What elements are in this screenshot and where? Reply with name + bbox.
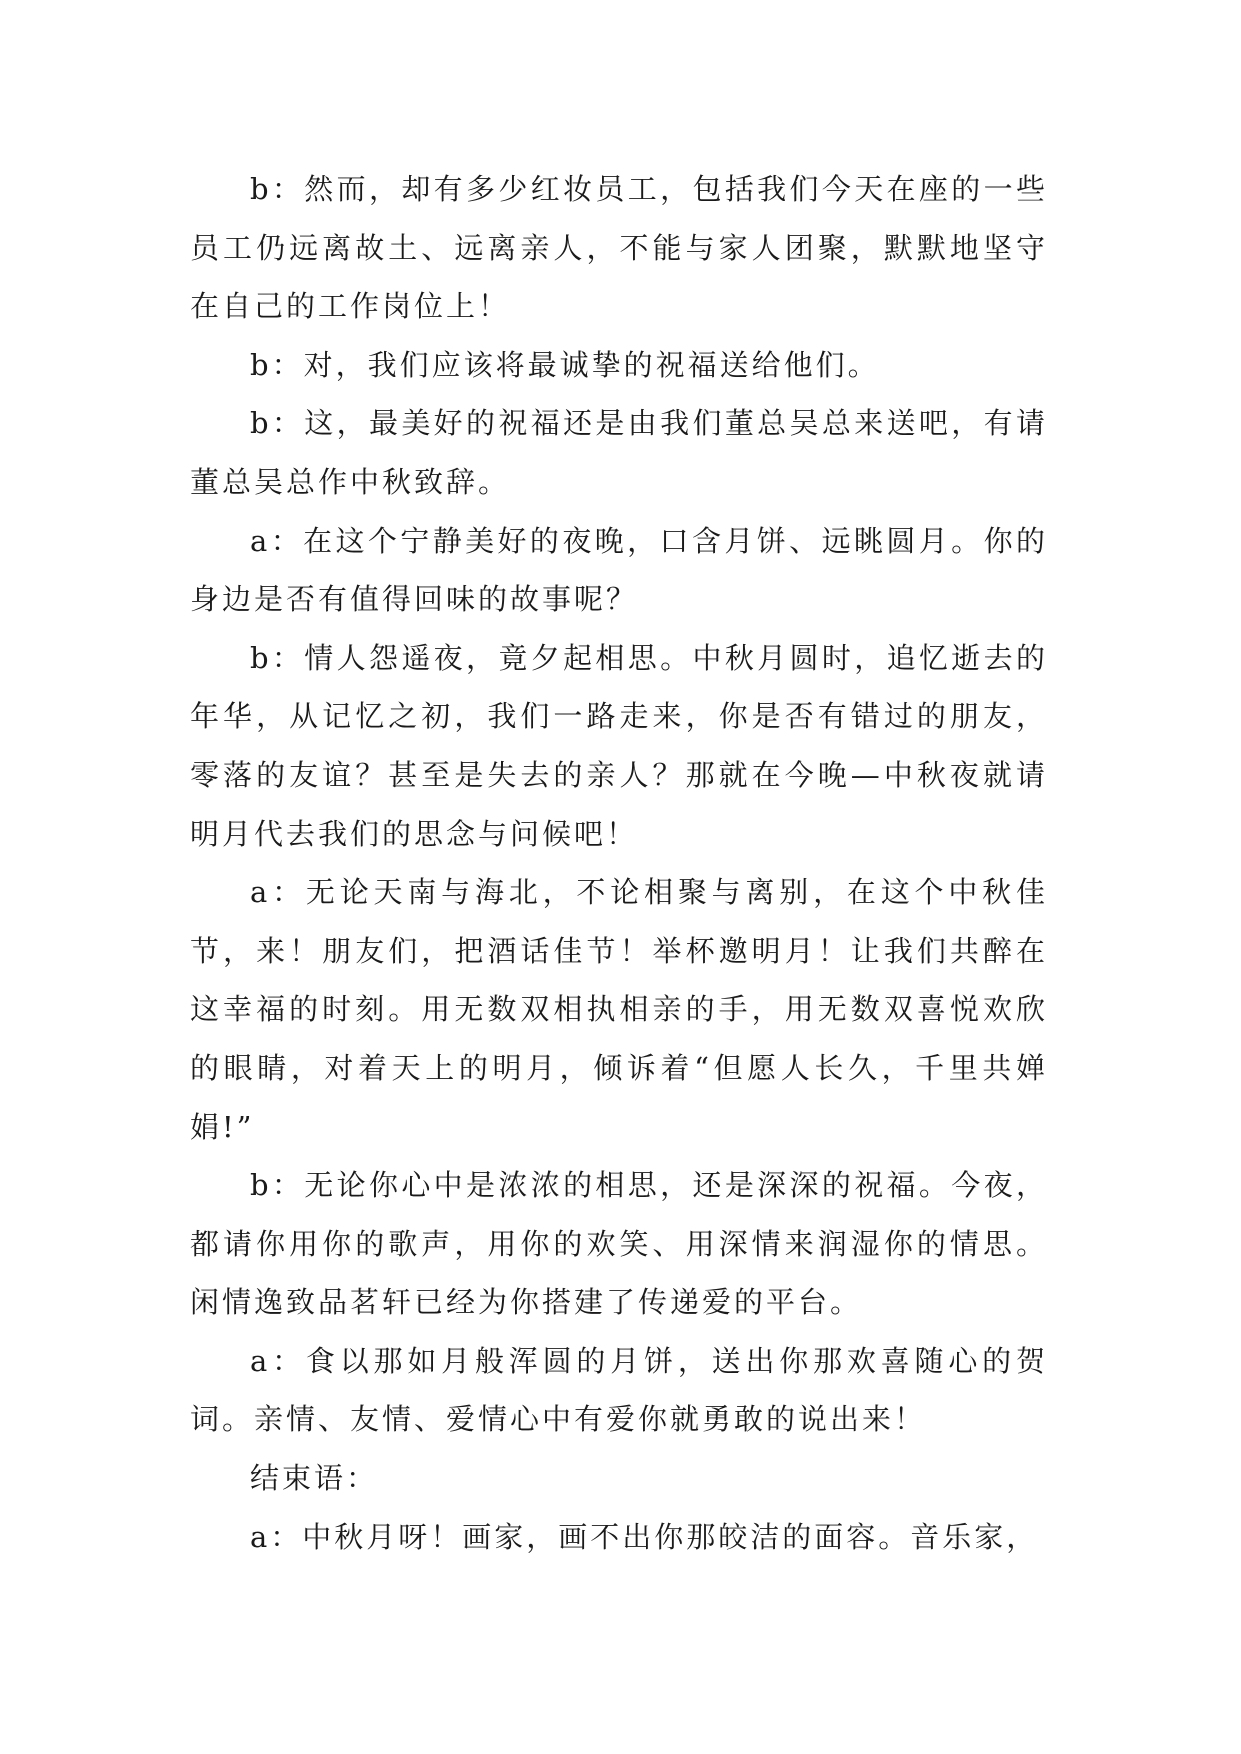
paragraph: b：这，最美好的祝福还是由我们董总吴总来送吧，有请董总吴总作中秋致辞。 bbox=[190, 406, 1048, 499]
paragraph: a：无论天南与海北，不论相聚与离别，在这个中秋佳节，来！朋友们，把酒话佳节！举杯邀明月！让我们共醉在这幸福的时刻。用无数双相执相亲的手，用无数双喜悦欢欣的眼睛，对着天上的明月，倾诉着“但愿人长久，千里共婵娟!” bbox=[190, 875, 1048, 1144]
paragraph: a：食以那如月般浑圆的月饼，送出你那欢喜随心的贺词。亲情、友情、爱情心中有爱你就勇敢的说出来！ bbox=[190, 1343, 1048, 1437]
paragraph: b：然而，却有多少红妆员工，包括我们今天在座的一些员工仍远离故土、远离亲人，不能与家人团聚，默默地坚守在自己的工作岗位上！ bbox=[190, 172, 1048, 324]
section-heading: 结束语： bbox=[250, 1461, 379, 1496]
paragraph: b：无论你心中是浓浓的相思，还是深深的祝福。今夜，都请你用你的歌声，用你的欢笑、用深情来润湿你的情思。闲情逸致品茗轩已经为你搭建了传递爱的平台。 bbox=[190, 1168, 1048, 1320]
paragraph: b：情人怨遥夜，竟夕起相思。中秋月圆时，追忆逝去的年华，从记忆之初，我们一路走来，你是否有错过的朋友，零落的友谊？甚至是失去的亲人？那就在今晚—中秋夜就请明月代去我们的思念与问候吧！ bbox=[190, 640, 1048, 851]
paragraph: b：对，我们应该将最诚挚的祝福送给他们。 bbox=[250, 347, 880, 382]
paragraph: a：在这个宁静美好的夜晚，口含月饼、远眺圆月。你的身边是否有值得回味的故事呢？ bbox=[190, 523, 1048, 617]
document-body bbox=[190, 160, 1048, 1566]
paragraph: a：中秋月呀！画家，画不出你那皎洁的面容。音乐家， bbox=[250, 1519, 1039, 1554]
